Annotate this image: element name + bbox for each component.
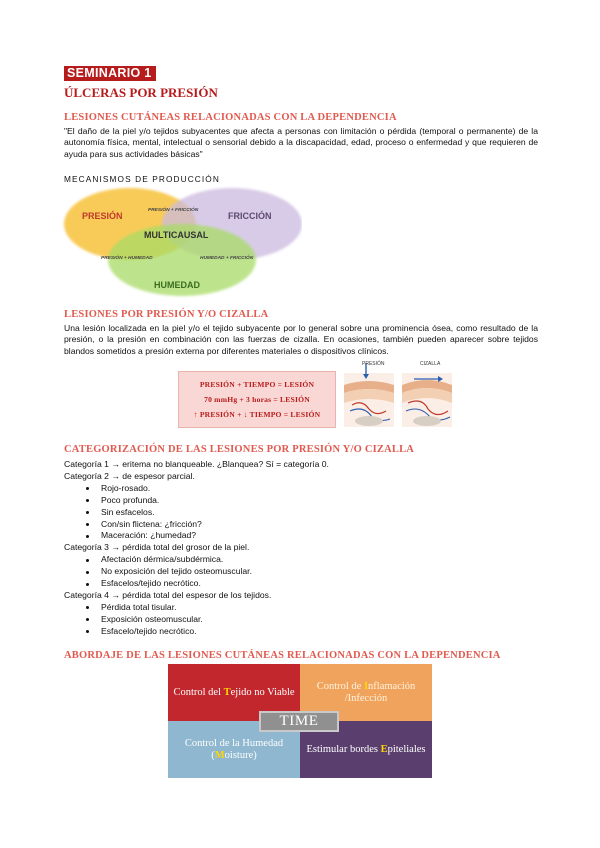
quadrant-text: Control de la Humedad ( bbox=[184, 737, 284, 761]
section-heading-presion-cizalla: LESIONES POR PRESIÓN Y/O CIZALLA bbox=[64, 309, 269, 320]
quadrant-text: piteliales bbox=[387, 743, 426, 755]
quadrant-text: Control de bbox=[316, 680, 364, 692]
quadrant-text: Control del bbox=[173, 686, 224, 698]
category-list bbox=[64, 459, 544, 638]
list-item: Esfacelo/tejido necrótico. bbox=[64, 626, 544, 638]
quadrant-highlight-letter: E bbox=[380, 743, 388, 755]
quadrant-text: Estimular bordes bbox=[306, 743, 381, 755]
time-diagram bbox=[168, 664, 432, 778]
formula-line: PRESIÓN + TIEMPO = LESIÓN bbox=[199, 380, 315, 389]
list-item: Maceración: ¿humedad? bbox=[64, 530, 544, 542]
skin-pressure-shear-illustration bbox=[342, 359, 454, 429]
quadrant-highlight-letter: T bbox=[223, 686, 231, 698]
venn-overlap-presion-humedad: PRESIÓN + HUMEDAD bbox=[101, 256, 153, 261]
list-item: Afectación dérmica/subdérmica. bbox=[64, 554, 544, 566]
section-heading-categorizacion: CATEGORIZACIÓN DE LAS LESIONES POR PRESIÓN Y/O CIZALLA bbox=[64, 444, 415, 455]
list-item: Con/sin flictena: ¿fricción? bbox=[64, 519, 544, 531]
quadrant-highlight-letter: I bbox=[363, 680, 369, 692]
venn-label-humedad: HUMEDAD bbox=[154, 280, 200, 290]
seminar-label: SEMINARIO 1 bbox=[64, 66, 156, 81]
list-item: Sin esfacelos. bbox=[64, 507, 544, 519]
skin-illustration-svg bbox=[342, 359, 454, 429]
list-item: Exposición osteomuscular. bbox=[64, 614, 544, 626]
mechanisms-venn-diagram bbox=[62, 186, 302, 298]
formula-line: ↑ PRESIÓN + ↓ TIEMPO = LESIÓN bbox=[193, 410, 321, 419]
list-item: No exposición del tejido osteomuscular. bbox=[64, 566, 544, 578]
illustration-label-cizalla: CIZALLA bbox=[420, 361, 441, 367]
list-item: Poco profunda. bbox=[64, 495, 544, 507]
list-item: Rojo-rosado. bbox=[64, 483, 544, 495]
venn-label-presion: PRESIÓN bbox=[82, 211, 123, 221]
category-4: Categoría 4 → pérdida total del espesor de los tejidos. bbox=[64, 589, 272, 600]
page-title: ÚLCERAS POR PRESIÓN bbox=[64, 85, 218, 100]
illustration-label-presion: PRESIÓN bbox=[362, 361, 385, 367]
definition-quote: "El daño de la piel y/o tejidos subyacentes que afecta a personas con limitación o pérdida (temporal o permanente) de la autonomía física, mental, intelectual o sensorial debido a la discapacidad, edad, proceso o enfermedad y que requieren de ayuda para sus actividades básicas" bbox=[64, 126, 538, 159]
formula-line: 70 mmHg + 3 horas = LESIÓN bbox=[204, 395, 310, 404]
venn-label-center: MULTICAUSAL bbox=[144, 230, 209, 240]
category-2: Categoría 2 → de espesor parcial. bbox=[64, 470, 195, 481]
category-1: Categoría 1 → eritema no blanqueable. ¿Blanquea? Sí = categoría 0. bbox=[64, 459, 329, 469]
quadrant-highlight-letter: M bbox=[214, 749, 225, 761]
time-center-label: TIME bbox=[259, 711, 339, 732]
venn-overlap-presion-friccion: PRESIÓN + FRICCIÓN bbox=[148, 208, 199, 213]
quadrant-text: nflamación /Infección bbox=[344, 680, 416, 704]
venn-label-friccion: FRICCIÓN bbox=[228, 211, 272, 221]
formula-box bbox=[178, 371, 336, 428]
section-heading-abordaje: ABORDAJE DE LAS LESIONES CUTÁNEAS RELACIONADAS CON LA DEPENDENCIA bbox=[64, 650, 501, 661]
pressure-definition: Una lesión localizada en la piel y/o el tejido subyacente por lo general sobre una prominencia ósea, como resultado de la presión, o la presión en combinación con las fuerzas de cizalla. En ocasiones, también pueden aparecer sobre tejidos blandos sometidos a presión externa por diferentes materiales o dispositivos clínicos. bbox=[64, 323, 538, 356]
quadrant-text: ejido no Viable bbox=[230, 686, 295, 698]
list-item: Esfacelos/tejido necrótico. bbox=[64, 578, 544, 590]
list-item: Pérdida total tisular. bbox=[64, 602, 544, 614]
venn-overlap-humedad-friccion: HUMEDAD + FRICCIÓN bbox=[200, 256, 254, 261]
category-3: Categoría 3 → pérdida total del grosor de la piel. bbox=[64, 542, 250, 553]
section-heading-dependencia: LESIONES CUTÁNEAS RELACIONADAS CON LA DEPENDENCIA bbox=[64, 112, 397, 123]
quadrant-text: oisture) bbox=[224, 749, 257, 761]
venn-svg bbox=[62, 186, 302, 298]
mechanisms-heading: MECANISMOS DE PRODUCCIÓN bbox=[64, 174, 220, 184]
